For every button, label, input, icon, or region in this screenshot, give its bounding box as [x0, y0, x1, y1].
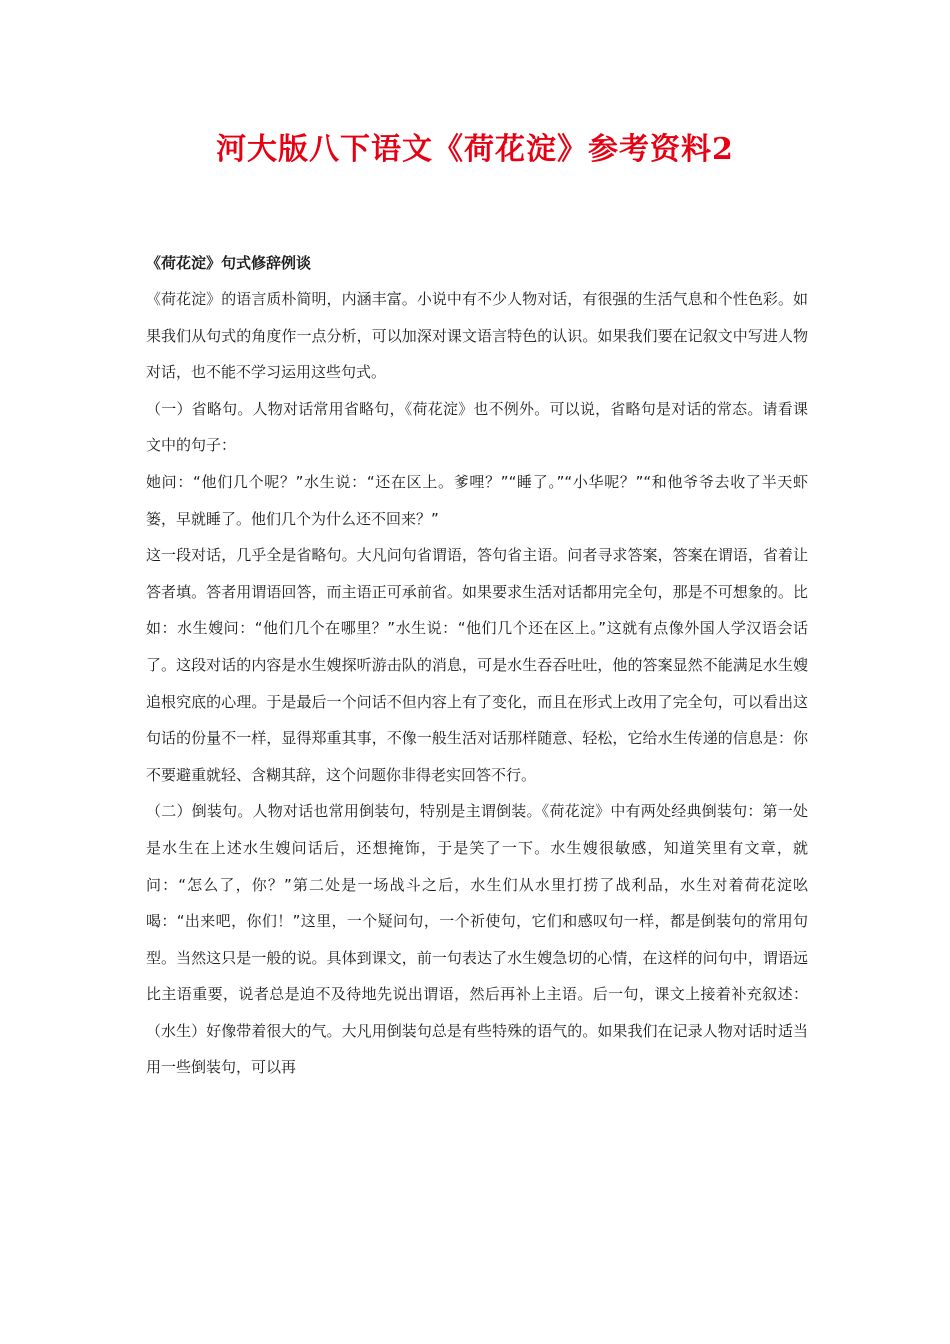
paragraph-inversion: （二）倒装句。人物对话也常用倒装句，特别是主谓倒装。《荷花淀》中有两处经典倒装句：第一处是水生在上述水生嫂问话后，还想掩饰，于是笑了一下。水生嫂很敏感，知道笑里有文章，就问：“怎么了，你？”第二处是一场战斗之后，水生们从水里打捞了战利品，水生对着荷花淀吆喝：“出来吧，你们！”这里，一个疑问句，一个祈使句，它们和感叹句一样，都是倒装句的常用句型。当然这只是一般的说。具体到课文，前一句表达了水生嫂急切的心情，在这样的问句中，谓语远比主语重要，说者总是迫不及待地先说出谓语，然后再补上主语。后一句，课文上接着补充叙述：（水生）好像带着很大的气。大凡用倒装句总是有些特殊的语气的。如果我们在记录人物对话时适当用一些倒装句，可以再 [146, 802, 808, 1077]
section-heading: 《荷花淀》句式修辞例谈 [146, 254, 312, 272]
document-body [146, 245, 808, 1086]
paragraph-intro: 《荷花淀》的语言质朴简明，内涵丰富。小说中有不少人物对话，有很强的生活气息和个性色彩。如果我们从句式的角度作一点分析，可以加深对课文语言特色的认识。如果我们要在记叙文中写进人物对话，也不能不学习运用这些句式。 [146, 290, 808, 382]
paragraph-dialogue-quote: 她问：“他们几个呢？”水生说：“还在区上。爹哩？”“睡了。”“小华呢？”“和他爷爷去收了半天虾篓，早就睡了。他们几个为什么还不回来？” [146, 472, 808, 528]
paragraph-ellipsis-analysis: 这一段对话，几乎全是省略句。大凡问句省谓语，答句省主语。问者寻求答案，答案在谓语，省着让答者填。答者用谓语回答，而主语正可承前省。如果要求生活对话都用完全句，那是不可想象的。比如：水生嫂问：“他们几个在哪里？”水生说：“他们几个还在区上。”这就有点像外国人学汉语会话了。这段对话的内容是水生嫂探听游击队的消息，可是水生吞吞吐吐，他的答案显然不能满足水生嫂追根究底的心理。于是最后一个问话不但内容上有了变化，而且在形式上改用了完全句，可以看出这句话的份量不一样，显得郑重其事，不像一般生活对话那样随意、轻松，它给水生传递的信息是：你不要避重就轻、含糊其辞，这个问题你非得老实回答不行。 [146, 546, 808, 784]
paragraph-ellipsis-heading: （一）省略句。人物对话常用省略句，《荷花淀》也不例外。可以说，省略句是对话的常态。请看课文中的句子： [146, 399, 808, 455]
document-title: 河大版八下语文《荷花淀》参考资料2 [216, 132, 734, 167]
